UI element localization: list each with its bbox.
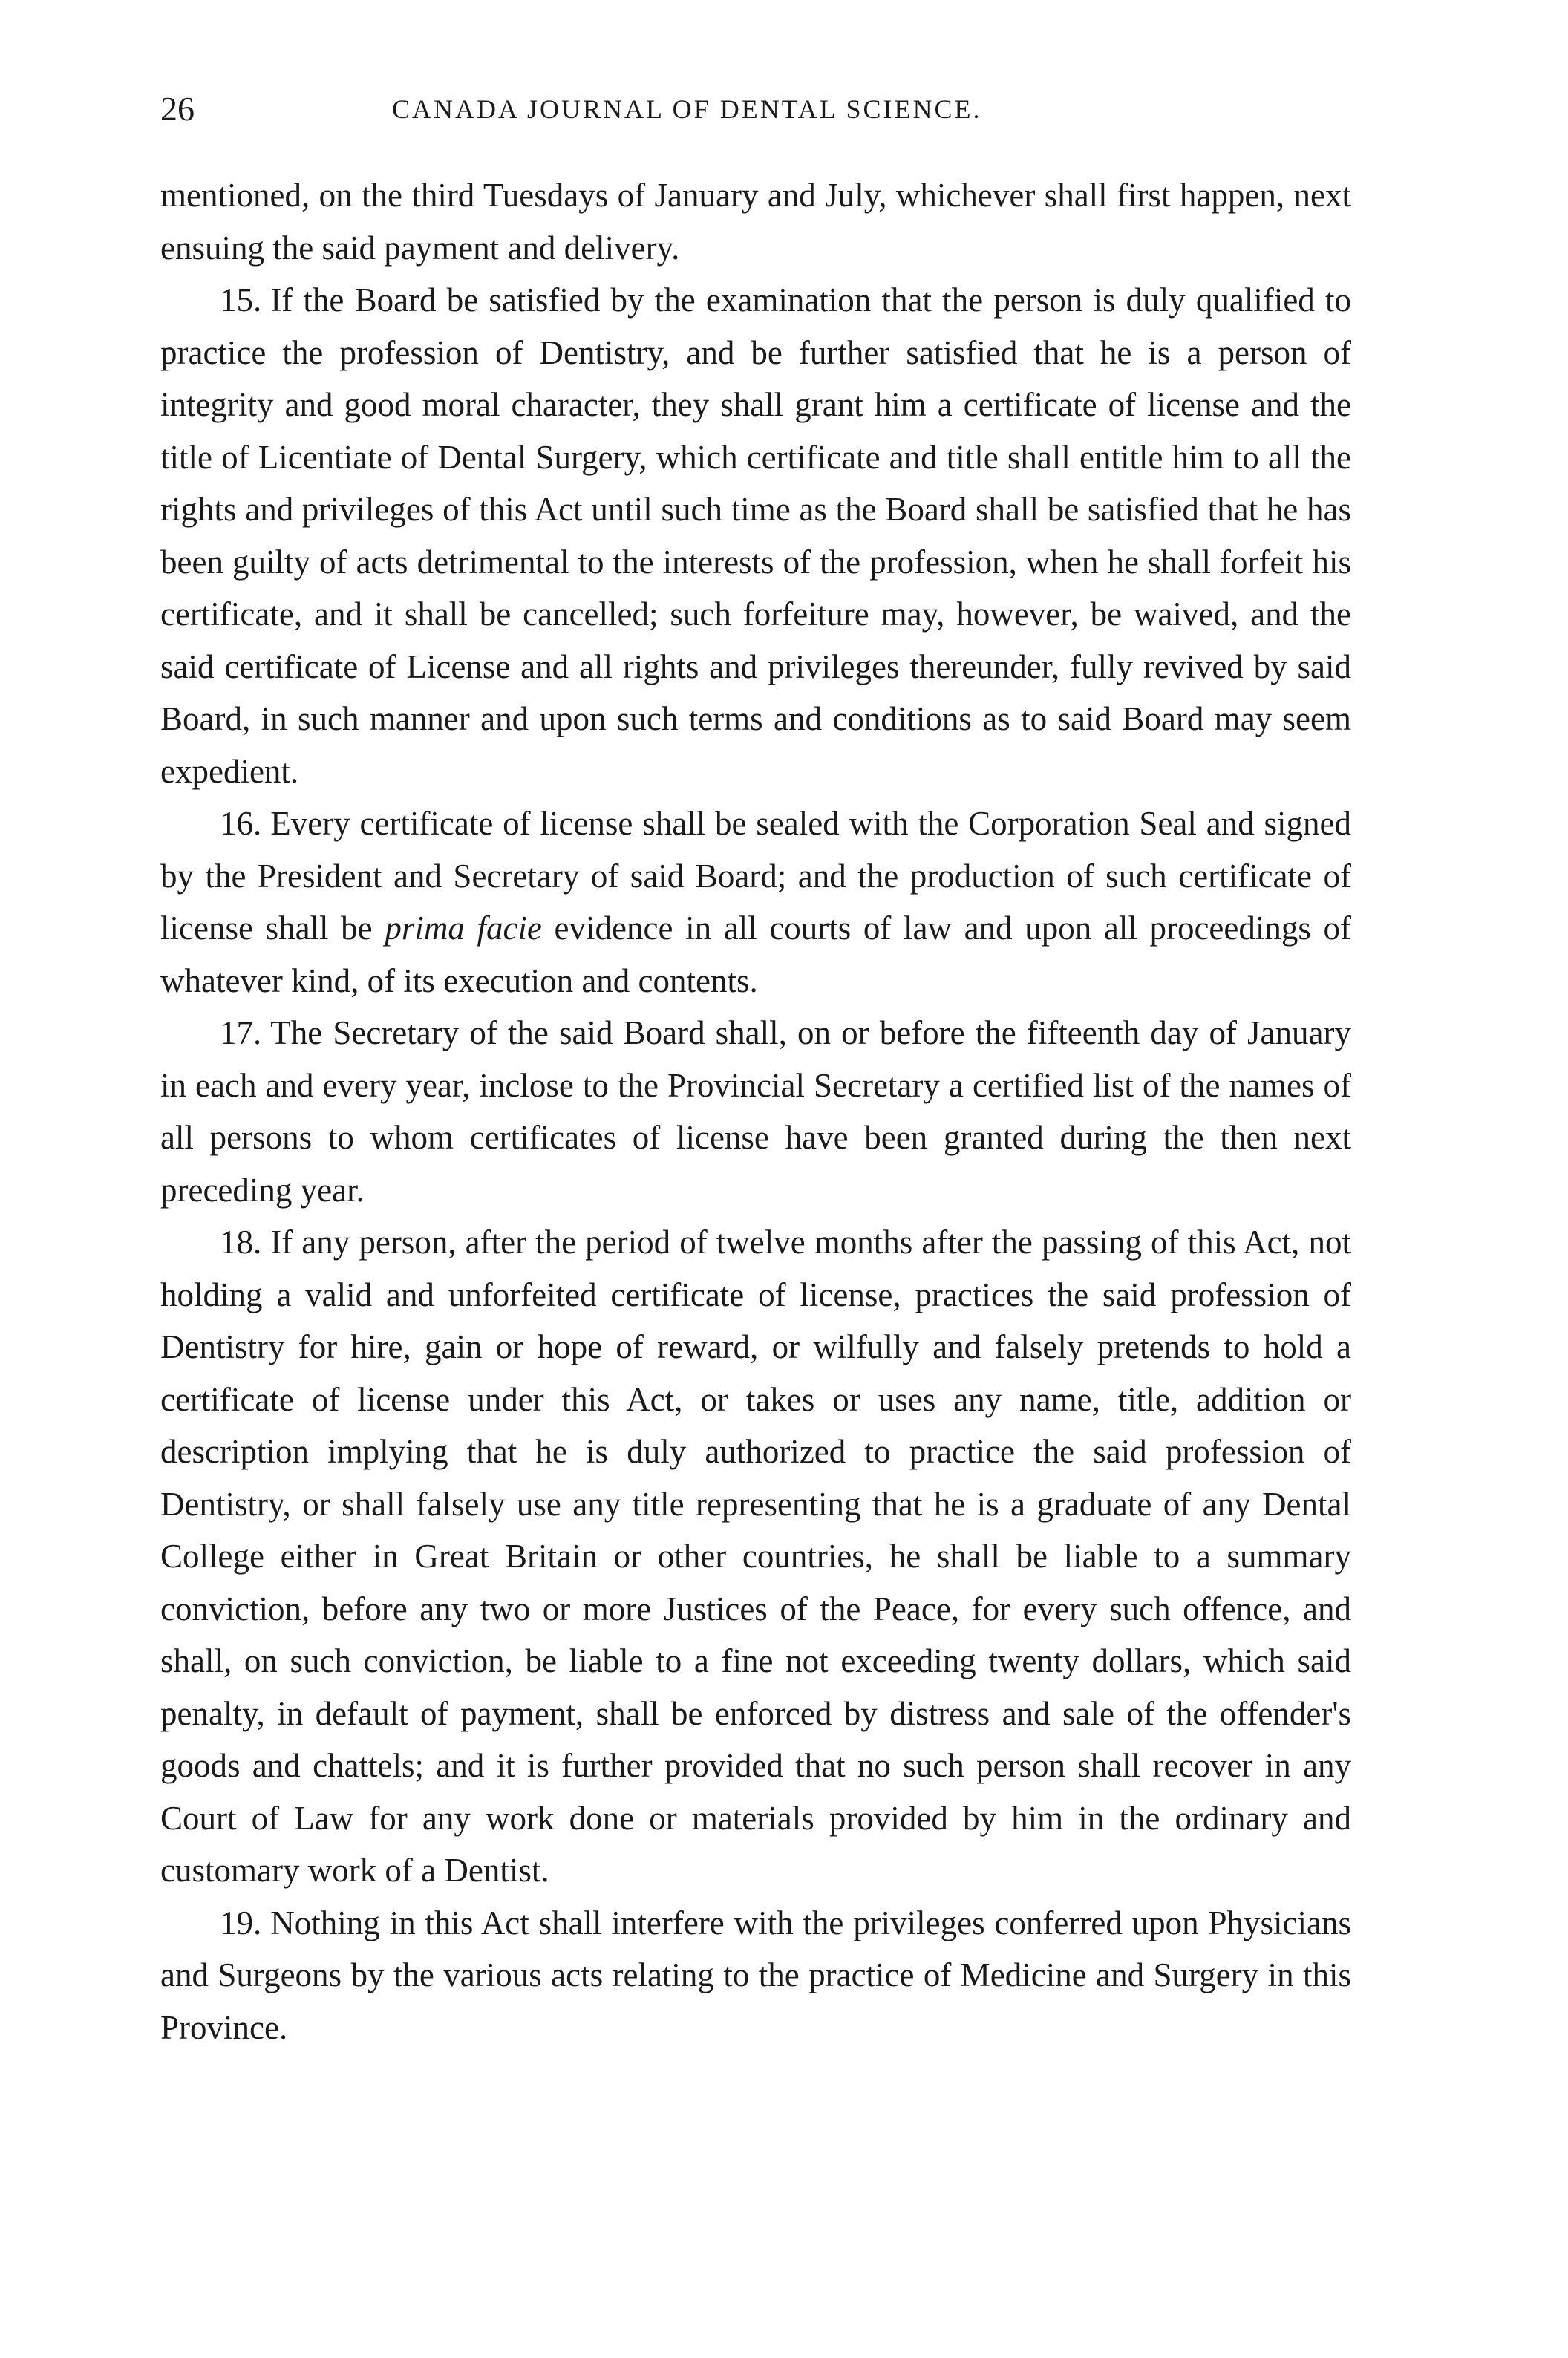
section-text-before: Every certificate of license shall be sealed with the Corporation Seal and signed by the President and Secretary of said Board; and the production of such certificate of license shall be [160,805,1351,947]
section-number: 18. [220,1224,262,1261]
paragraph-text: mentioned, on the third Tuesdays of January and July, whichever shall first happen, next ensuing the said payment and delivery. [160,177,1351,267]
section-16 [160,797,1351,1007]
section-number: 17. [220,1014,262,1051]
section-18 [160,1216,1351,1897]
section-text-after: evidence in all courts of law and upon all proceedings of whatever kind, of its execution and contents. [160,909,1352,999]
running-title: CANADA JOURNAL OF DENTAL SCIENCE. [392,94,982,124]
section-number: 15. [220,281,262,319]
page-body [160,169,1351,2054]
latin-phrase: prima facie [385,909,542,947]
journal-page [160,83,1351,2054]
section-text: If the Board be satisfied by the examination that the person is duly qualified to practice the profession of Dentistry, and be further satisfied that he is a person of integrity and good moral character, they shall grant him a certificate of license and the title of Licentiate of Dental Surgery, which certificate and title shall entitle him to all the rights and privileges of this Act until such time as the Board shall be satisfied that he has been guilty of acts detrimental to the interests of the profession, when he shall forfeit his certificate, and it shall be cancelled; such forfeiture may, however, be waived, and the said certificate of License and all rights and privileges thereunder, fully revived by said Board, in such manner and upon such terms and conditions as to said Board may seem expedient. [160,281,1351,790]
section-number: 16. [220,805,262,842]
page-number: 26 [160,90,195,128]
section-text: The Secretary of the said Board shall, on or before the fifteenth day of January in each and every year, inclose to the Provincial Secretary a certified list of the names of all persons to whom certificates of license have been granted during the then next preceding year. [160,1014,1351,1209]
page-header [160,83,1351,135]
paragraph-continuation [160,169,1351,274]
section-text: Nothing in this Act shall interfere with the privileges conferred upon Physicians and Surgeons by the various acts relating to the practice of Medicine and Surgery in this Province. [160,1904,1351,2046]
section-17 [160,1007,1351,1216]
section-19 [160,1897,1351,2054]
section-15 [160,274,1351,797]
section-text: If any person, after the period of twelve months after the passing of this Act, not holding a valid and unforfeited certificate of license, practices the said profession of Dentistry for hire, gain or hope of reward, or wilfully and falsely pretends to hold a certificate of license under this Act, or takes or uses any name, title, addition or description implying that he is duly authorized to practice the said profession of Dentistry, or shall falsely use any title representing that he is a graduate of any Dental College either in Great Britain or other countries, he shall be liable to a summary conviction, before any two or more Justices of the Peace, for every such offence, and shall, on such conviction, be liable to a fine not exceeding twenty dollars, which said penalty, in default of payment, shall be enforced by distress and sale of the offender's goods and chattels; and it is further provided that no such person shall recover in any Court of Law for any work done or materials provided by him in the ordinary and customary work of a Dentist. [160,1224,1351,1889]
section-number: 19. [220,1904,262,1941]
